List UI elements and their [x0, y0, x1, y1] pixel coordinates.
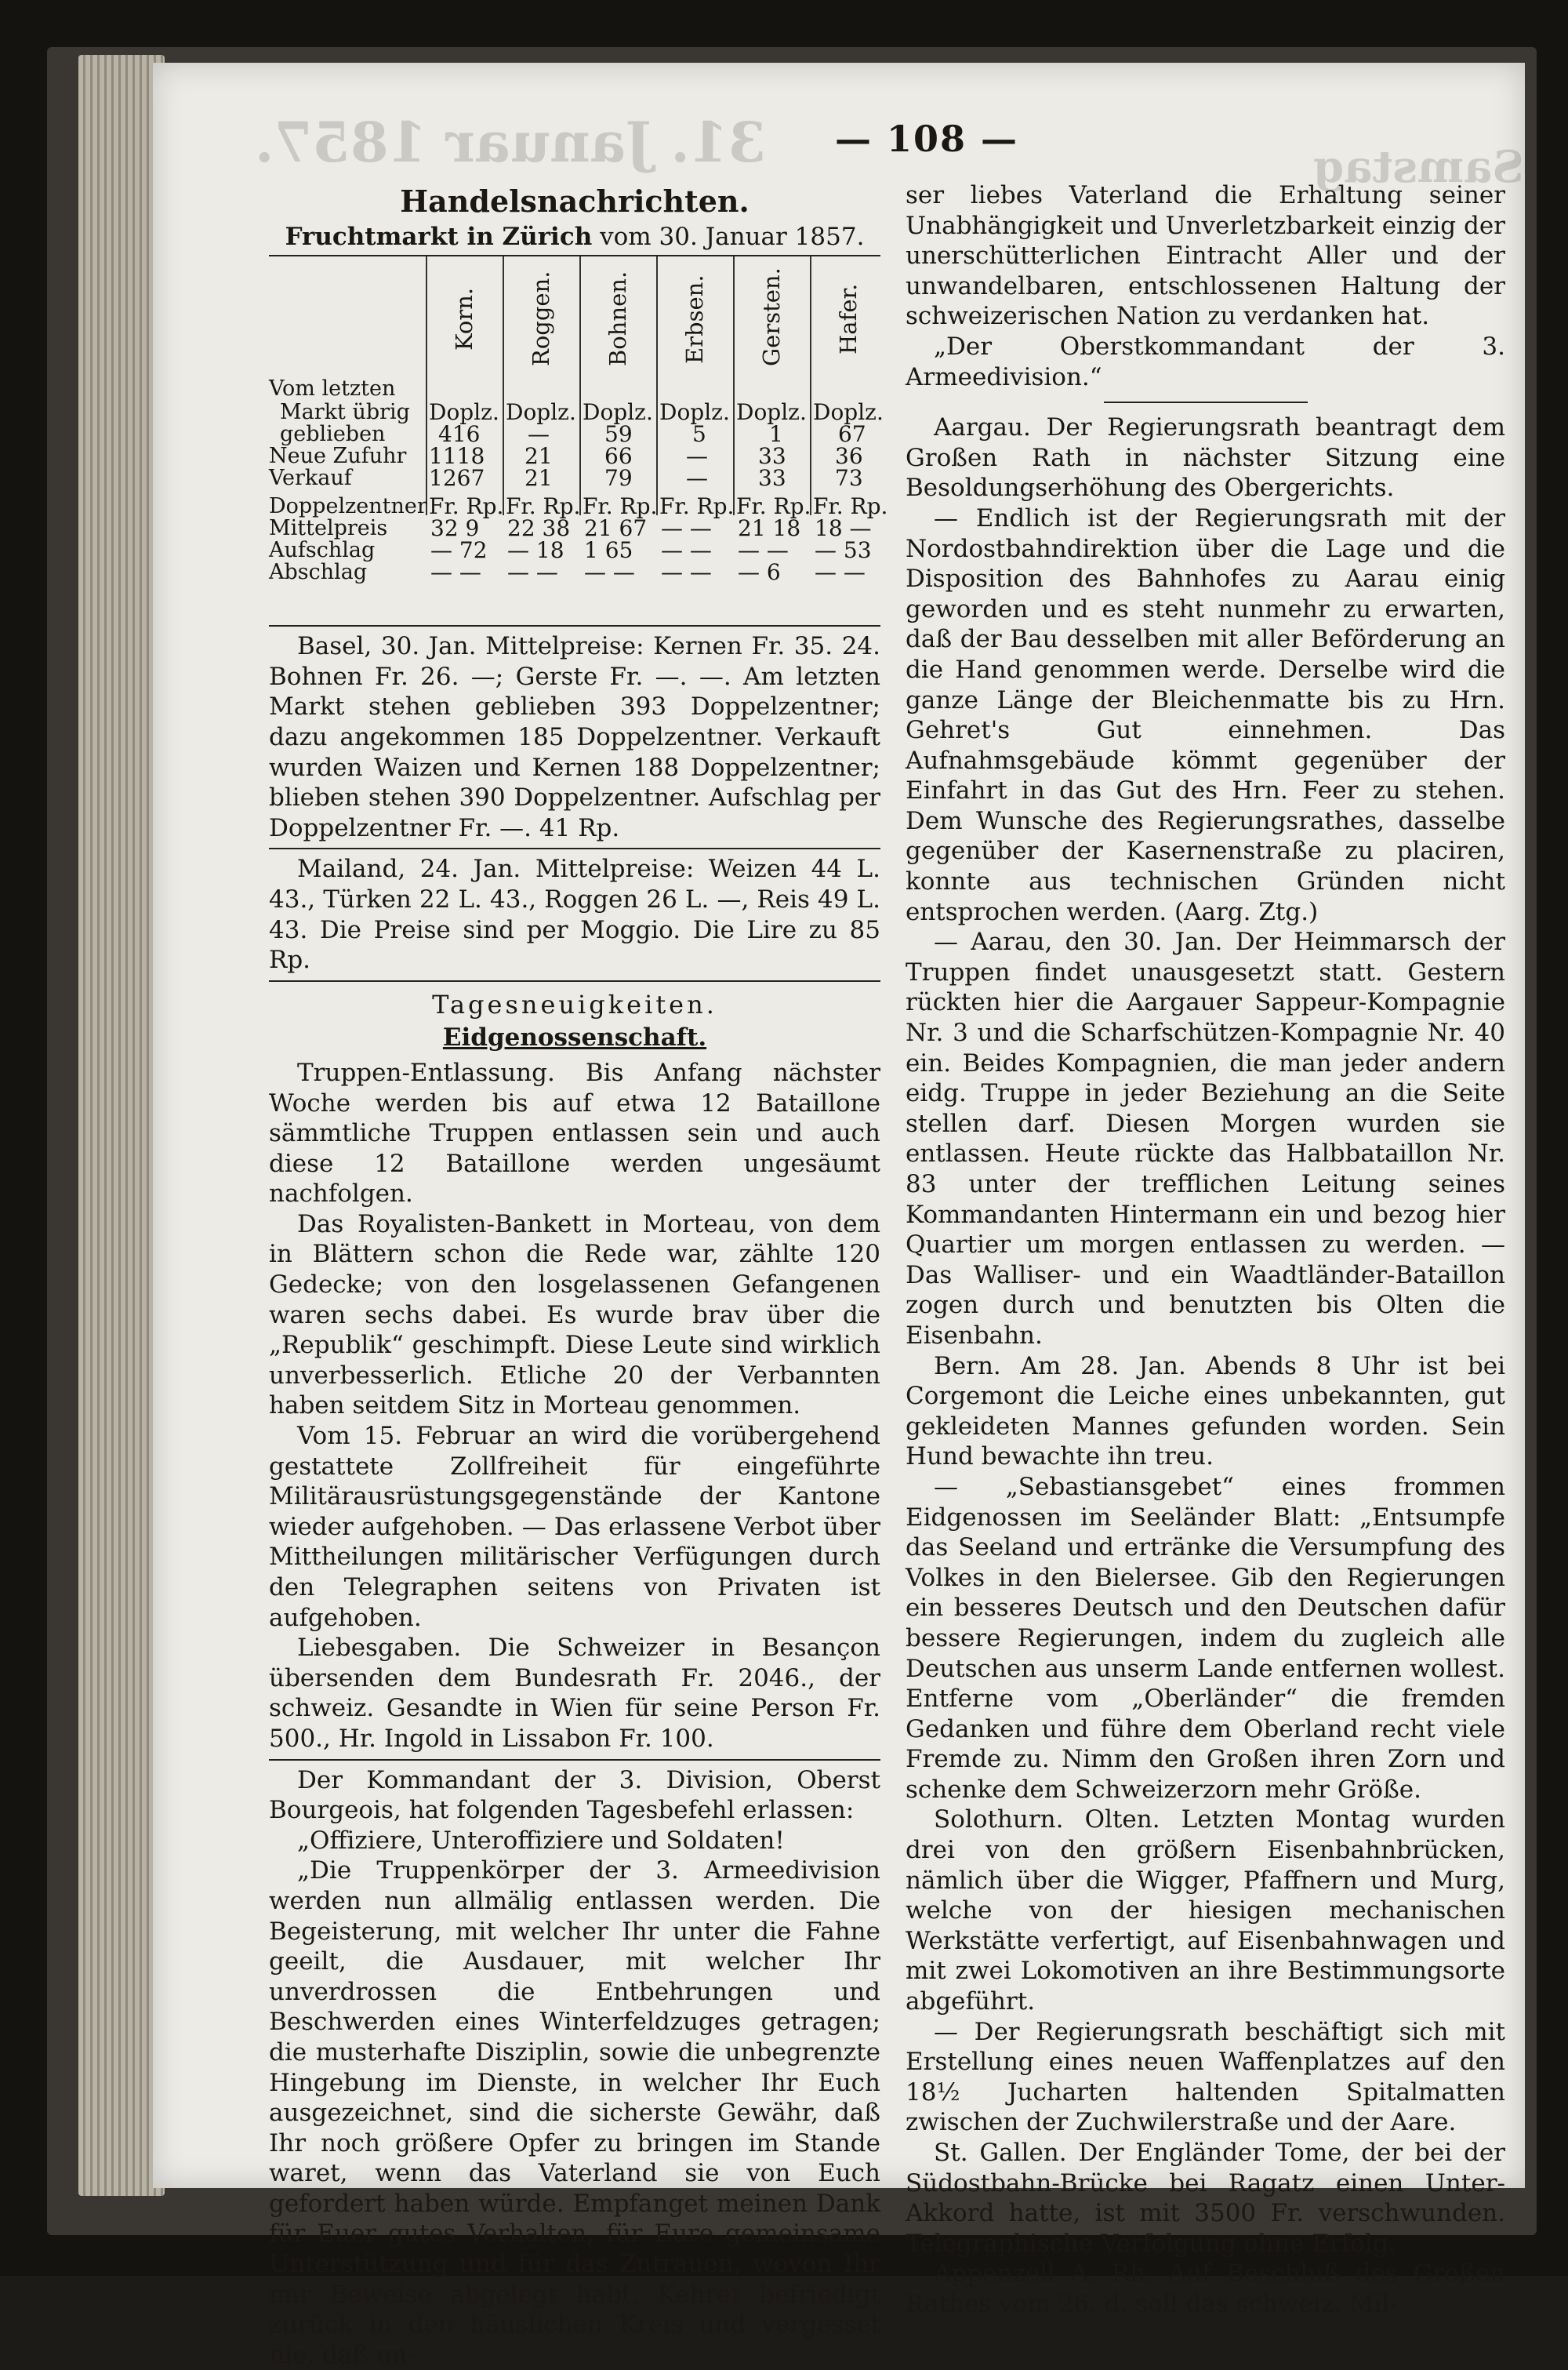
column-header: Bohnen. — [604, 271, 631, 367]
bleed-through-text: 31. Januar 1857. — [255, 110, 767, 175]
row-label: Verkauf — [269, 466, 352, 491]
divider — [269, 1759, 880, 1761]
table-cell: — — — [661, 537, 712, 564]
table-cell: 66 — [604, 443, 633, 470]
row-label: geblieben — [280, 422, 386, 447]
article-basel: Basel, 30. Jan. Mittelpreise: Kernen Fr. 35. 24. Bohnen Fr. 26. —; Gerste Fr. —. —. Am letzten Markt stehen geblieben 393 Doppelzentner; dazu angekommen 185 Doppelzentner. Verkauft wurden Waizen und Kernen 188 Doppelzentner; blieben stehen 390 Doppelzentner. Aufschlag per Doppelzentner Fr. —. 41 Rp. — [269, 632, 880, 842]
table-cell: 1118 — [429, 443, 485, 470]
subsection-heading-eidgenossenschaft: Eidgenossenschaft. — [442, 1023, 707, 1052]
section-heading-tagesneuigkeiten: Tagesneuigkeiten. — [432, 989, 717, 1020]
unit-label: Fr. Rp. — [506, 493, 581, 520]
article-zollfreiheit: Vom 15. Februar an wird die vorübergehend gestattete Zollfreiheit für eingeführte Militärausrüstungsgegenstände der Kantone wieder aufgehoben. — Das erlassene Verbot über Mittheilungen militärischer Verfügungen durch den Telegraphen seitens von Privaten ist aufgehoben. — [269, 1422, 880, 1632]
table-divider — [426, 256, 427, 515]
table-cell: — — [528, 421, 550, 448]
unit-label: Fr. Rp. — [813, 493, 888, 520]
column-header: Roggen. — [528, 271, 554, 367]
article-truppen-entlassung: Truppen-Entlassung. Bis Anfang nächster Woche werden bis auf etwa 12 Bataillone sämmtliche Truppen entlassen sein und auch diese 12 Bataillone werden ungesäumt nachfolgen. — [269, 1058, 880, 1209]
divider — [269, 848, 880, 849]
table-cell: — 53 — [815, 537, 872, 564]
article-bern: Bern. Am 28. Jan. Abends 8 Uhr ist bei Corgemont die Leiche eines unbekannten, gut gekleideten Mannes gefunden worden. Sein Hund bewachte ihn treu. — [906, 1351, 1505, 1471]
divider — [1104, 402, 1308, 403]
table-cell: 32 9 — [430, 515, 480, 542]
market-title-date: vom 30. Januar 1857. — [592, 222, 865, 251]
table-divider — [579, 256, 581, 515]
column-header: Gersten. — [758, 267, 785, 367]
table-cell: — — — [815, 559, 866, 586]
unit-label: Doplz. — [429, 399, 499, 426]
page-stack-edge — [78, 55, 165, 2196]
article-solothurn: Solothurn. Olten. Letzten Montag wurden drei von den größern Eisenbahnbrücken, nämlich über die Wigger, Pfaffnern und Murg, welche von der hiesigen mechanischen Werkstätte verfertigt, auf Eisenbahnwagen und mit zwei Lokomotiven an ihre Bestimmungsorte abgeführt. — [906, 1805, 1505, 2016]
row-label: Doppelzentner — [269, 494, 427, 519]
unit-label: Fr. Rp. — [659, 493, 735, 520]
table-cell: — — [686, 465, 708, 492]
table-cell: — — [686, 443, 708, 470]
table-cell: 21 — [524, 443, 553, 470]
page-number: — 108 — — [835, 118, 1019, 160]
divider — [269, 980, 880, 982]
article-tagesbefehl-intro: Der Kommandant der 3. Division, Oberst Bourgeois, hat folgenden Tagesbefehl erlassen: — [269, 1765, 880, 1825]
unit-label: Doplz. — [813, 399, 884, 426]
table-divider — [656, 256, 658, 515]
table-cell: — — — [507, 559, 558, 586]
article-aargau-besoldung: Aargau. Der Regierungsrath beantragt dem Großen Rath in nächster Sitzung eine Besoldungserhöhung des Obergerichts. — [906, 413, 1505, 503]
table-cell: — — — [661, 559, 712, 586]
unit-label: Fr. Rp. — [583, 493, 658, 520]
unit-label: Doplz. — [659, 399, 730, 426]
column-header: Korn. — [451, 288, 477, 351]
table-cell: 1 — [769, 421, 783, 448]
table-cell: 5 — [692, 421, 706, 448]
table-cell: 67 — [838, 421, 866, 448]
article-tagesbefehl-salutation: „Offiziere, Unteroffiziere und Soldaten! — [297, 1826, 785, 1855]
table-cell: 21 — [524, 465, 553, 492]
market-title — [269, 222, 880, 253]
grain-market-table — [269, 255, 888, 627]
row-label: Mittelpreis — [269, 516, 388, 541]
article-sebastiansgebet: — „Sebastiansgebet“ eines frommen Eidgenossen im Seeländer Blatt: „Entsumpfe das Seeland und ertränke die Versumpfung des Volkes in den Bielersee. Gib den Regierungen ein besseres Deutsch und den Deutschen dafür bessere Regierungen, indem du zugleich alle Deutschen aus unserm Lande entfernen wollest. Entferne vom „Oberländer“ die fremden Gedanken und führe dem Oberland recht viele Fremde zu. Nimm den Großen ihren Zorn und schenke dem Schweizerzorn mehr Größe. — [906, 1472, 1505, 1804]
table-cell: 1 65 — [584, 537, 633, 564]
table-cell: — 6 — [738, 559, 781, 586]
article-royalisten-bankett: Das Royalisten-Bankett in Morteau, von dem in Blättern schon die Rede war, zählte 120 Gedecke; von den losgelassenen Gefangenen waren sechs dabei. Es wurde brav über die „Republik“ geschimpft. Diese Leute sind wirklich unverbesserlich. Etliche 20 der Verbannten haben seitdem Sitz in Morteau genommen. — [269, 1209, 880, 1420]
table-cell: 33 — [758, 465, 786, 492]
unit-label: Doplz. — [736, 399, 807, 426]
right-column — [906, 180, 1505, 2320]
article-tagesbefehl-body: „Die Truppenkörper der 3. Armeedivision werden nun allmälig entlassen werden. Die Begeisterung, mit welcher Ihr unter die Fahne geeilt, die Ausdauer, mit welcher Ihr unverdrossen die Entbehrungen und Beschwerden eines Winterfeldzuges getragen; die musterhafte Disziplin, sowie die unbegrenzte Hingebung im Dienste, in welcher Ihr Euch ausgezeichnet, sind die sicherste Gewähr, daß Ihr noch größere Opfer zu bringen im Stande waret, wenn das Vaterland sie von Euch gefordert haben würde. Empfanget meinen Dank für Euer gutes Verhalten, für Eure gemeinsame Unterstützung und für das Zutrauen, wovon Ihr mir Beweise abgelegt habt. Kehret befriedigt zurück in den häuslichen Kreis und vergesset nie, daß un- — [269, 1856, 880, 2369]
table-cell: — — — [738, 537, 789, 564]
article-aarau-heimmarsch: — Aarau, den 30. Jan. Der Heimmarsch der Truppen findet unausgesetzt statt. Gestern rückten hier die Aargauer Sappeur-Kompagnie Nr. 3 und die Scharfschützen-Kompagnie Nr. 40 ein. Beides Kompagnien, die man jeder andern eidg. Truppe in jeder Beziehung an die Seite stellen darf. Diesen Morgen wurden sie entlassen. Heute rückte das Halbbataillon Nr. 83 unter der trefflichen Leitung seines Kommandanten Hintermann ein und bezog hier Quartier um morgen entlassen zu werden. — Das Walliser- und ein Waadtländer-Bataillon zogen durch und benutzten bis Olten die Eisenbahn. — [906, 928, 1505, 1350]
column-header: Erbsen. — [681, 274, 708, 364]
article-tagesbefehl-continued: ser liebes Vaterland die Erhaltung seiner Unabhängigkeit und Unverletzbarkeit einzig der unerschütterlichen Eintracht Aller und der unwandelbaren, entschlossenen Haltung der schweizerischen Nation zu verdanken hat. — [906, 181, 1505, 331]
table-cell: 18 — — [815, 515, 872, 542]
article-liebesgaben: Liebesgaben. Die Schweizer in Besançon übersenden dem Bundesrath Fr. 2046., der schweiz. Gesandte in Wien für seine Person Fr. 500., Hr. Ingold in Lissabon Fr. 100. — [269, 1634, 880, 1753]
table-cell: — 72 — [430, 537, 488, 564]
row-label: Vom letzten — [269, 376, 396, 402]
table-cell: 59 — [604, 421, 633, 448]
article-tagesbefehl-signature: „Der Oberstkommandant der 3. Armeedivision.“ — [906, 332, 1505, 391]
table-divider — [733, 256, 735, 515]
unit-label: Fr. Rp. — [429, 493, 504, 520]
unit-label: Doplz. — [506, 399, 576, 426]
row-label: Abschlag — [269, 560, 368, 585]
table-cell: — — — [584, 559, 635, 586]
article-appenzell: Appenzell A. Rh. Auf Beschluß des Großen Rathes vom 26. d. soll das schweiz. Mil- — [906, 2259, 1505, 2318]
unit-label: Fr. Rp. — [736, 493, 811, 520]
row-label: Neue Zufuhr — [269, 444, 407, 469]
article-aargau-bahnhof: — Endlich ist der Regierungsrath mit der Nordostbahndirektion über die Lage und die Disposition des Bahnhofes zu Aarau einig geworden und es steht nunmehr zu erwarten, daß der Bau desselben mit aller Beförderung an die Hand genommen werde. Derselbe wird die ganze Länge der Bleichenmatte bis zu Hrn. Gehret's Gut einnehmen. Das Aufnahmsgebäude kömmt gegenüber der Einfahrt in das Gut des Hrn. Feer zu stehen. Dem Wunsche des Regierungsrathes, dasselbe gegenüber der Kasernenstraße zu placiren, konnte aus technischen Gründen nicht entsprochen werden. (Aarg. Ztg.) — [906, 503, 1505, 926]
article-waffenplatz: — Der Regierungsrath beschäftigt sich mit Erstellung eines neuen Waffenplatzes auf den 18½ Jucharten haltenden Spitalmatten zwischen der Zuchwilerstraße und der Aare. — [906, 2017, 1505, 2137]
table-cell: — — — [661, 515, 712, 542]
newspaper-page — [153, 63, 1525, 2369]
table-cell: 36 — [835, 443, 863, 470]
section-heading-handel: Handelsnachrichten. — [400, 184, 750, 219]
left-column — [269, 180, 888, 2370]
market-title-bold: Fruchtmarkt in Zürich — [285, 222, 593, 251]
unit-label: Doplz. — [583, 399, 653, 426]
table-cell: 1267 — [429, 465, 485, 492]
table-cell: — — — [430, 559, 481, 586]
table-cell: 21 18 — [738, 515, 801, 542]
table-cell: 22 38 — [507, 515, 571, 542]
table-divider — [810, 256, 811, 515]
table-divider — [503, 256, 504, 515]
table-cell: 416 — [438, 421, 481, 448]
table-cell: — 18 — [507, 537, 564, 564]
bleed-through-text-right: Samstag — [1313, 141, 1524, 193]
table-cell: 33 — [758, 443, 786, 470]
table-cell: 73 — [835, 465, 863, 492]
row-label: Markt übrig — [280, 400, 410, 425]
column-header: Hafer. — [835, 284, 862, 355]
row-label: Aufschlag — [269, 538, 376, 563]
article-st-gallen: St. Gallen. Der Engländer Tome, der bei der Südostbahn-Brücke bei Ragatz einen Unter-Akkord hatte, ist mit 3500 Fr. verschwunden. Telegraphische Verfolgung ohne Erfolg. — [906, 2139, 1505, 2258]
table-cell: 79 — [604, 465, 633, 492]
article-mailand: Mailand, 24. Jan. Mittelpreise: Weizen 44 L. 43., Türken 22 L. 43., Roggen 26 L. —, Reis 49 L. 43. Die Preise sind per Moggio. Die Lire zu 85 Rp. — [269, 855, 880, 975]
table-cell: 21 67 — [584, 515, 648, 542]
